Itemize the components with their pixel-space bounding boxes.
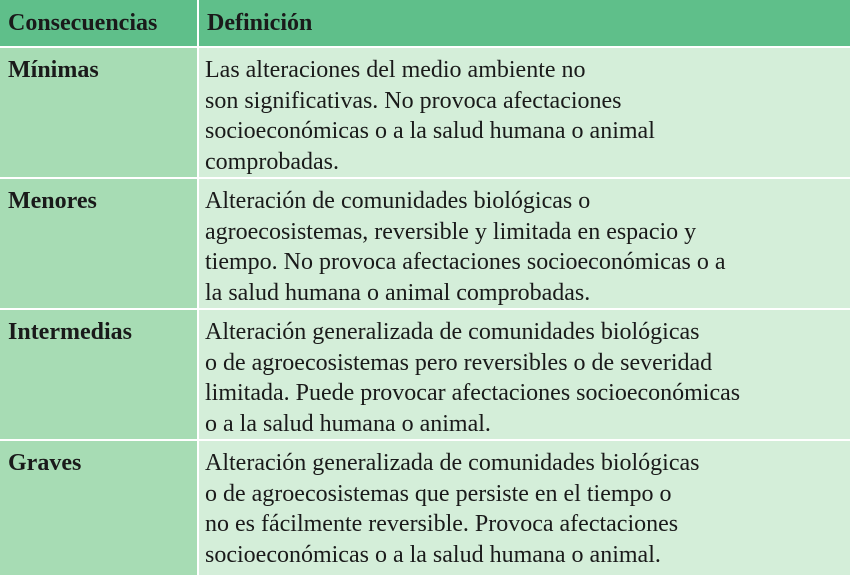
table-row [0, 178, 850, 309]
header-definicion: Definición [198, 0, 850, 47]
table-row [0, 309, 850, 440]
term-cell: Intermedias [0, 309, 198, 440]
definition-line: tiempo. No provoca afectaciones socioeconómicas o a [205, 249, 726, 275]
definition-line: Alteración generalizada de comunidades biológicas [205, 319, 700, 345]
definition-cell [198, 47, 850, 178]
definition-line: socioeconómicas o a la salud humana o animal. [205, 541, 661, 568]
definition-line: agroecosistemas, reversible y limitada en espacio y [205, 218, 697, 245]
term-cell: Mínimas [0, 47, 198, 178]
header-consecuencias: Consecuencias [0, 0, 198, 47]
definition-line: o a la salud humana o animal. [205, 410, 491, 437]
definition-line: socioeconómicas o a la salud humana o animal [205, 118, 655, 144]
definition-line: o de agroecosistemas pero reversibles o de severidad [205, 349, 713, 376]
definition-cell [198, 178, 850, 309]
header-row [0, 0, 850, 47]
table-row [0, 47, 850, 178]
definition-line: no es fácilmente reversible. Provoca afectaciones [205, 511, 679, 537]
definition-cell [198, 309, 850, 440]
definition-line: Las alteraciones del medio ambiente no [205, 57, 586, 83]
definition-line: comprobadas. [205, 148, 339, 175]
definition-line: son significativas. No provoca afectaciones [205, 87, 622, 114]
term-cell: Menores [0, 178, 198, 309]
definition-cell [198, 440, 850, 576]
definition-line: limitada. Puede provocar afectaciones socioeconómicas [205, 380, 741, 406]
term-cell: Graves [0, 440, 198, 576]
table-row [0, 440, 850, 576]
definition-line: o de agroecosistemas que persiste en el tiempo o [205, 480, 672, 507]
definition-line: Alteración de comunidades biológicas o [205, 188, 591, 214]
definition-line: Alteración generalizada de comunidades biológicas [205, 450, 700, 476]
definition-line: la salud humana o animal comprobadas. [205, 279, 591, 306]
